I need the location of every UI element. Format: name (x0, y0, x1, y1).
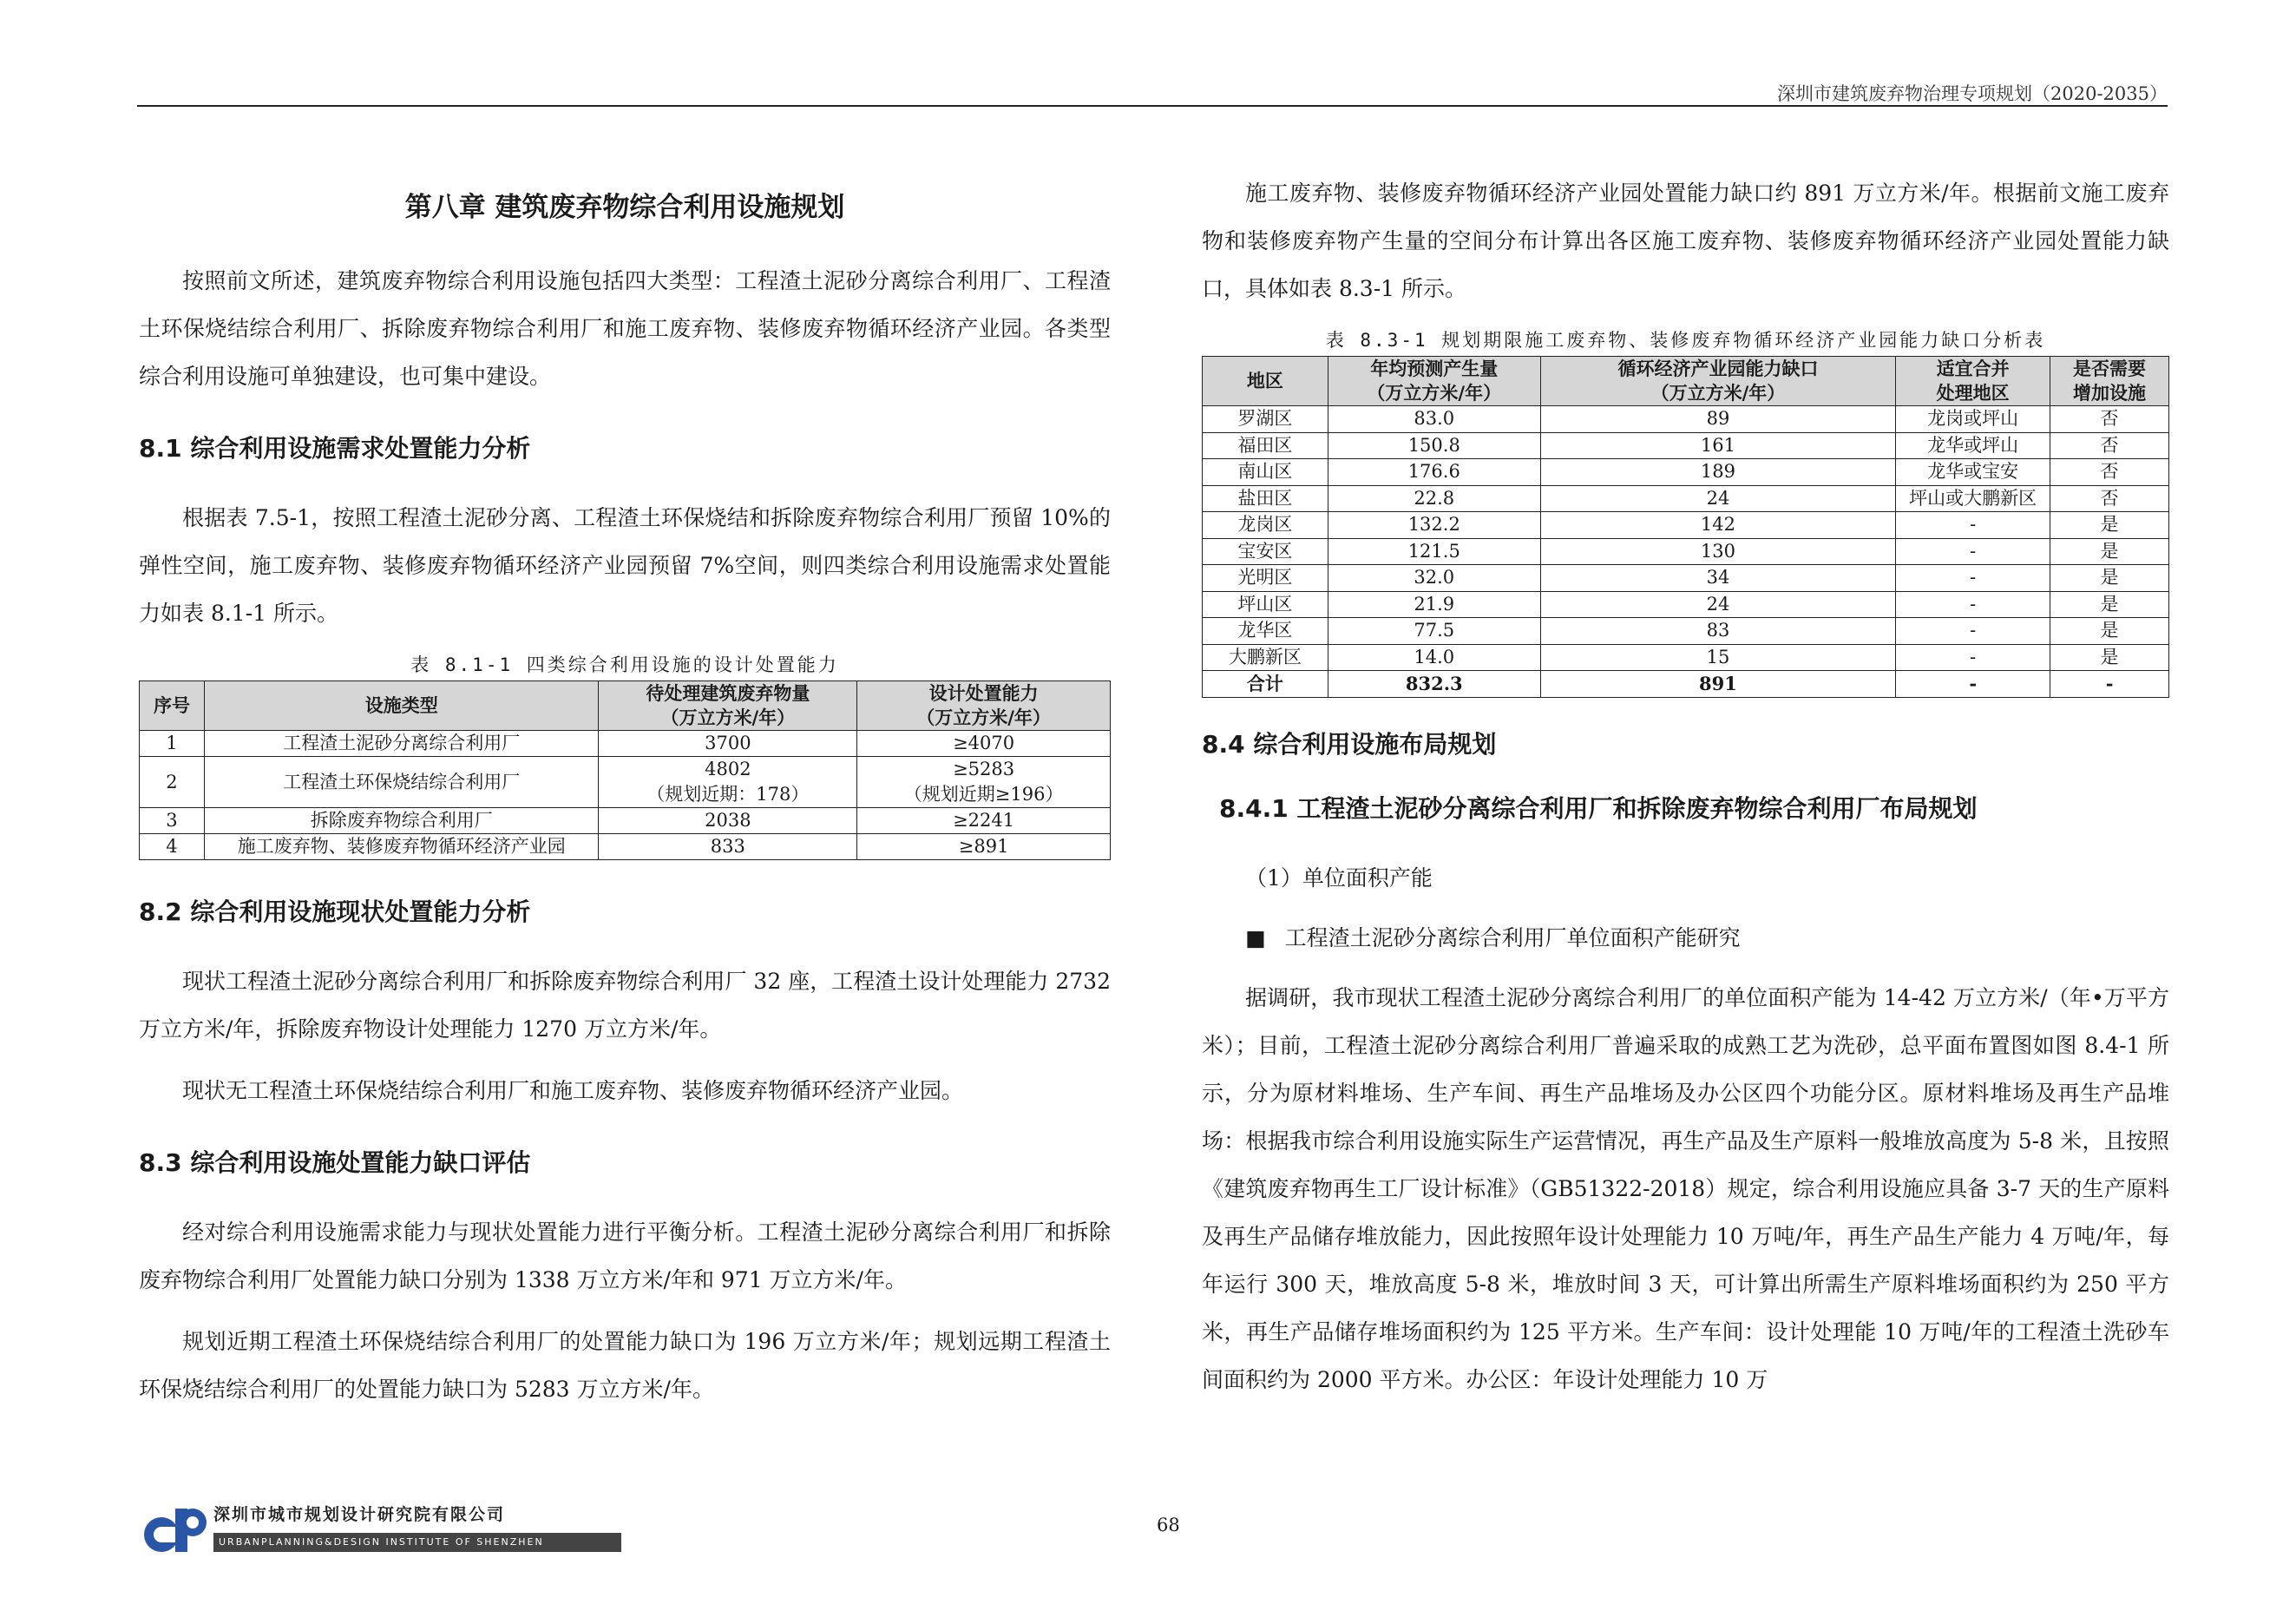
table-cell: 34 (1540, 565, 1896, 592)
table-row (1203, 671, 2169, 698)
table-cell: 121.5 (1328, 538, 1540, 565)
table-cell: 4 (140, 834, 205, 860)
section-8-2-title: 8.2 综合利用设施现状处置能力分析 (139, 897, 531, 926)
table-cell: 15 (1540, 644, 1896, 671)
table-cell: 宝安区 (1203, 538, 1328, 565)
table-cell: 891 (1540, 671, 1896, 698)
table-cell: - (1896, 618, 2050, 645)
right-paragraph-2: 据调研，我市现状工程渣土泥砂分离综合利用厂的单位面积产能为 14-42 万立方米/（年•万平方米）；目前，工程渣土泥砂分离综合利用厂普遍采取的成熟工艺为洗砂，总平面布置图如图 8.4-1 所示，分为原材料堆场、生产车间、再生产品堆场及办公区四个功能分区。原材料堆场及再生产品堆场：根据我市综合利用设施实际生产运营情况，再生产品及生产原料一般堆放高度为 5-8 米，且按照《建筑废弃物再生工厂设计标准》（GB51322-2018）规定，综合利用设施应具备 3-7 天的生产原料及再生产品储存堆放能力，因此按照年设计处理能力 10 万吨/年，再生产品生产能力 4 万吨/年，每年运行 300 天，堆放高度 5-8 米，堆放时间 3 天，可计算出所需生产原料堆场面积约为 250 平方米，再生产品储存堆场面积约为 125 平方米。生产车间：设计处理能 10 万吨/年的工程渣土洗砂车间面积约为 2000 平方米。办公区：年设计处理能力 10 万 (1202, 984, 2169, 1392)
table-cell: - (1896, 538, 2050, 565)
table-cell: - (1896, 565, 2050, 592)
table-cell: ≥5283 （规划近期≥196） (857, 757, 1111, 808)
table-cell: 176.6 (1328, 459, 1540, 486)
table-cell: 福田区 (1203, 432, 1328, 459)
table-cell: 工程渣土环保烧结综合利用厂 (204, 757, 599, 808)
table-cell: 是 (2050, 618, 2169, 645)
table-cell: 83.0 (1328, 406, 1540, 433)
header-rule (137, 105, 2168, 107)
table-cell: 施工废弃物、装修废弃物循环经济产业园 (204, 834, 599, 860)
institute-name-en: URBANPLANNING&DESIGN INSTITUTE OF SHENZHEN (213, 1533, 621, 1552)
table-header-row (140, 681, 1111, 731)
section-8-3-title: 8.3 综合利用设施处置能力缺口评估 (139, 1148, 531, 1177)
table-cell: 4802 （规划近期：178） (599, 757, 857, 808)
table-cell: 24 (1540, 591, 1896, 618)
section-8-3-paragraph-1: 经对综合利用设施需求能力与现状处置能力进行平衡分析。工程渣土泥砂分离综合利用厂和拆除废弃物综合利用厂处置能力缺口分别为 1338 万立方米/年和 971 万立方米/年。 (139, 1220, 1111, 1292)
table-cell: ≥891 (857, 834, 1111, 860)
table-cell: 龙岗区 (1203, 512, 1328, 539)
table-cell: 坪山或大鹏新区 (1896, 485, 2050, 512)
table-cell: 是 (2050, 565, 2169, 592)
table-row (140, 808, 1111, 834)
table-cell: - (1896, 644, 2050, 671)
table-cell: 21.9 (1328, 591, 1540, 618)
table-cell: 832.3 (1328, 671, 1540, 698)
table-cell: 189 (1540, 459, 1896, 486)
table-row (1203, 644, 2169, 671)
institute-name-cn: 深圳市城市规划设计研究院有限公司 (213, 1505, 506, 1524)
table-row (1203, 591, 2169, 618)
table-cell: 2038 (599, 808, 857, 834)
table-cell: 77.5 (1328, 618, 1540, 645)
table-cell: 14.0 (1328, 644, 1540, 671)
table-cell: ≥4070 (857, 731, 1111, 757)
table-cell: 是 (2050, 644, 2169, 671)
table-cell: - (1896, 671, 2050, 698)
table-cell: - (1896, 512, 2050, 539)
table-header-cell: 是否需要 增加设施 (2050, 357, 2169, 406)
section-8-2-paragraph-1: 现状工程渣土泥砂分离综合利用厂和拆除废弃物综合利用厂 32 座，工程渣土设计处理能力 2732 万立方米/年，拆除废弃物设计处理能力 1270 万立方米/年。 (139, 969, 1111, 1042)
table-header-row (1203, 357, 2169, 406)
page-number: 68 (1157, 1515, 1180, 1535)
table-cell: 161 (1540, 432, 1896, 459)
table-row (1203, 485, 2169, 512)
bullet-item (1245, 914, 2169, 962)
table-cell: 龙华或宝安 (1896, 459, 2050, 486)
right-paragraph-1: 施工废弃物、装修废弃物循环经济产业园处置能力缺口约 891 万立方米/年。根据前文施工废弃物和装修废弃物产生量的空间分布计算出各区施工废弃物、装修废弃物循环经济产业园处置能力缺口，具体如表 8.3-1 所示。 (1202, 181, 2169, 301)
table-row (1203, 512, 2169, 539)
table-cell: 130 (1540, 538, 1896, 565)
table-row (1203, 538, 2169, 565)
section-8-3-paragraph-2: 规划近期工程渣土环保烧结综合利用厂的处置能力缺口为 196 万立方米/年；规划远期工程渣土环保烧结综合利用厂的处置能力缺口为 5283 万立方米/年。 (139, 1329, 1111, 1402)
table-8-1-1 (139, 681, 1111, 860)
table-row (140, 757, 1111, 808)
section-8-4-1-title: 8.4.1 工程渣土泥砂分离综合利用厂和拆除废弃物综合利用厂布局规划 (1219, 793, 1978, 823)
table-row (1203, 565, 2169, 592)
table-row (1203, 459, 2169, 486)
table-cell: 盐田区 (1203, 485, 1328, 512)
square-bullet-icon: ■ (1245, 924, 1266, 950)
table-cell: 24 (1540, 485, 1896, 512)
table-cell: 833 (599, 834, 857, 860)
table-cell: 否 (2050, 406, 2169, 433)
list-item-1: （1）单位面积产能 (1245, 865, 1433, 891)
section-8-1-title: 8.1 综合利用设施需求处置能力分析 (139, 434, 531, 463)
table-header-cell: 设施类型 (204, 681, 599, 731)
table-cell: 3 (140, 808, 205, 834)
table-cell: 罗湖区 (1203, 406, 1328, 433)
table-cell: 是 (2050, 591, 2169, 618)
table-row (140, 834, 1111, 860)
table-row (140, 731, 1111, 757)
table-cell: 150.8 (1328, 432, 1540, 459)
table-cell: ≥2241 (857, 808, 1111, 834)
table-cell: 否 (2050, 432, 2169, 459)
table-cell: 89 (1540, 406, 1896, 433)
table-cell: 工程渣土泥砂分离综合利用厂 (204, 731, 599, 757)
table-cell: 合计 (1203, 671, 1328, 698)
table-cell: 南山区 (1203, 459, 1328, 486)
table-8-1-1-caption: 表 8.1-1 四类综合利用设施的设计处置能力 (410, 654, 839, 675)
section-8-4-title: 8.4 综合利用设施布局规划 (1202, 729, 1497, 759)
table-cell: 否 (2050, 459, 2169, 486)
right-column (1202, 169, 2169, 1417)
document-header-title: 深圳市建筑废弃物治理专项规划（2020-2035） (1777, 83, 2168, 104)
table-cell: 1 (140, 731, 205, 757)
bullet-text: 工程渣土泥砂分离综合利用厂单位面积产能研究 (1284, 924, 1741, 950)
table-cell: 龙华区 (1203, 618, 1328, 645)
table-cell: 否 (2050, 485, 2169, 512)
table-cell: 142 (1540, 512, 1896, 539)
table-cell: 83 (1540, 618, 1896, 645)
table-cell: 坪山区 (1203, 591, 1328, 618)
table-cell: 龙岗或坪山 (1896, 406, 2050, 433)
table-row (1203, 618, 2169, 645)
section-8-1-paragraph: 根据表 7.5-1，按照工程渣土泥砂分离、工程渣土环保烧结和拆除废弃物综合利用厂预留 10%的弹性空间，施工废弃物、装修废弃物循环经济产业园预留 7%空间，则四类综合利用设施需求处置能力如表 8.1-1 所示。 (139, 505, 1111, 626)
table-header-cell: 地区 (1203, 357, 1328, 406)
intro-paragraph: 按照前文所述，建筑废弃物综合利用设施包括四大类型：工程渣土泥砂分离综合利用厂、工程渣土环保烧结综合利用厂、拆除废弃物综合利用厂和施工废弃物、装修废弃物循环经济产业园。各类型综合利用设施可单独建设，也可集中建设。 (139, 268, 1111, 389)
table-header-cell: 适宜合并 处理地区 (1896, 357, 2050, 406)
table-8-3-1 (1202, 356, 2169, 698)
table-header-cell: 设计处置能力 （万立方米/年） (857, 681, 1111, 731)
table-cell: 2 (140, 757, 205, 808)
table-row (1203, 406, 2169, 433)
table-header-cell: 年均预测产生量 （万立方米/年） (1328, 357, 1540, 406)
table-cell: 拆除废弃物综合利用厂 (204, 808, 599, 834)
table-header-cell: 序号 (140, 681, 205, 731)
table-cell: 光明区 (1203, 565, 1328, 592)
table-cell: 大鹏新区 (1203, 644, 1328, 671)
institute-logo (139, 1502, 625, 1557)
left-column (139, 169, 1111, 1427)
table-cell: 是 (2050, 512, 2169, 539)
section-8-2-paragraph-2: 现状无工程渣土环保烧结综合利用厂和施工废弃物、装修废弃物循环经济产业园。 (182, 1078, 964, 1103)
chapter-title: 第八章 建筑废弃物综合利用设施规划 (404, 192, 845, 223)
table-cell: 3700 (599, 731, 857, 757)
logo-mark-icon (139, 1503, 217, 1555)
table-cell: - (1896, 591, 2050, 618)
table-8-3-1-caption: 表 8.3-1 规划期限施工废弃物、装修废弃物循环经济产业园能力缺口分析表 (1325, 330, 2046, 351)
table-row (1203, 432, 2169, 459)
table-cell: 是 (2050, 538, 2169, 565)
table-cell: 龙华或坪山 (1896, 432, 2050, 459)
table-cell: - (2050, 671, 2169, 698)
table-cell: 132.2 (1328, 512, 1540, 539)
table-cell: 22.8 (1328, 485, 1540, 512)
table-header-cell: 待处理建筑废弃物量 （万立方米/年） (599, 681, 857, 731)
table-header-cell: 循环经济产业园能力缺口 （万立方米/年） (1540, 357, 1896, 406)
table-cell: 32.0 (1328, 565, 1540, 592)
